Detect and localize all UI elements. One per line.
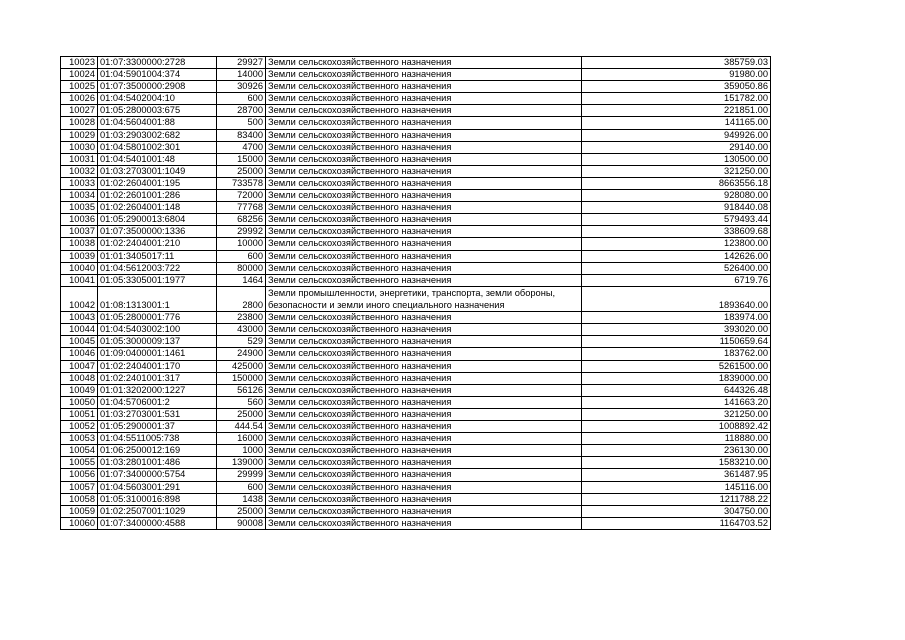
area-cell: 56126 [217, 384, 266, 396]
row-id-cell: 10036 [61, 214, 98, 226]
cadastral-number-cell: 01:09:0400001:1461 [98, 348, 217, 360]
cadastral-number-cell: 01:06:2500012:169 [98, 445, 217, 457]
table-row [61, 117, 771, 129]
land-category-cell: Земли сельскохозяйственного назначения [266, 129, 582, 141]
cadastral-number-cell: 01:05:2800001:776 [98, 312, 217, 324]
cadastral-value-cell: 221851.00 [582, 105, 771, 117]
cadastral-number-cell: 01:03:2703001:1049 [98, 165, 217, 177]
row-id-cell: 10042 [61, 286, 98, 311]
table-row [61, 505, 771, 517]
land-category-cell: Земли сельскохозяйственного назначения [266, 214, 582, 226]
row-id-cell: 10028 [61, 117, 98, 129]
land-category-cell: Земли сельскохозяйственного назначения [266, 408, 582, 420]
cadastral-value-cell: 644326.48 [582, 384, 771, 396]
area-cell: 90008 [217, 517, 266, 529]
land-parcels-table [60, 56, 771, 530]
cadastral-number-cell: 01:07:3500000:1336 [98, 226, 217, 238]
table-row [61, 324, 771, 336]
land-category-cell: Земли сельскохозяйственного назначения [266, 69, 582, 81]
table-row [61, 81, 771, 93]
row-id-cell: 10029 [61, 129, 98, 141]
table-row [61, 481, 771, 493]
cadastral-value-cell: 1008892.42 [582, 421, 771, 433]
cadastral-number-cell: 01:01:3405017:11 [98, 250, 217, 262]
cadastral-value-cell: 141165.00 [582, 117, 771, 129]
table-row [61, 129, 771, 141]
land-category-cell: Земли сельскохозяйственного назначения [266, 396, 582, 408]
land-category-cell: Земли сельскохозяйственного назначения [266, 262, 582, 274]
cadastral-number-cell: 01:05:3000009:137 [98, 336, 217, 348]
cadastral-value-cell: 304750.00 [582, 505, 771, 517]
table-row [61, 348, 771, 360]
row-id-cell: 10043 [61, 312, 98, 324]
land-category-cell: Земли промышленности, энергетики, транспорта, земли обороны, безопасности и земли иного специального назначения [266, 286, 582, 311]
land-category-cell: Земли сельскохозяйственного назначения [266, 324, 582, 336]
cadastral-value-cell: 361487.95 [582, 469, 771, 481]
cadastral-number-cell: 01:04:5402004:10 [98, 93, 217, 105]
land-category-cell: Земли сельскохозяйственного назначения [266, 384, 582, 396]
cadastral-number-cell: 01:03:2903002:682 [98, 129, 217, 141]
area-cell: 30926 [217, 81, 266, 93]
table-row [61, 226, 771, 238]
cadastral-number-cell: 01:07:3400000:5754 [98, 469, 217, 481]
cadastral-value-cell: 393020.00 [582, 324, 771, 336]
row-id-cell: 10048 [61, 372, 98, 384]
cadastral-number-cell: 01:04:5401001:48 [98, 153, 217, 165]
table-row [61, 517, 771, 529]
row-id-cell: 10046 [61, 348, 98, 360]
row-id-cell: 10041 [61, 274, 98, 286]
cadastral-value-cell: 183762.00 [582, 348, 771, 360]
land-category-cell: Земли сельскохозяйственного назначения [266, 433, 582, 445]
row-id-cell: 10039 [61, 250, 98, 262]
area-cell: 425000 [217, 360, 266, 372]
land-category-cell: Земли сельскохозяйственного назначения [266, 57, 582, 69]
area-cell: 83400 [217, 129, 266, 141]
area-cell: 25000 [217, 505, 266, 517]
cadastral-value-cell: 5261500.00 [582, 360, 771, 372]
area-cell: 23800 [217, 312, 266, 324]
table-row [61, 469, 771, 481]
area-cell: 2800 [217, 286, 266, 311]
land-category-cell: Земли сельскохозяйственного назначения [266, 141, 582, 153]
cadastral-value-cell: 526400.00 [582, 262, 771, 274]
land-category-cell: Земли сельскохозяйственного назначения [266, 226, 582, 238]
area-cell: 29999 [217, 469, 266, 481]
row-id-cell: 10053 [61, 433, 98, 445]
area-cell: 28700 [217, 105, 266, 117]
row-id-cell: 10027 [61, 105, 98, 117]
table-row [61, 457, 771, 469]
table-row [61, 238, 771, 250]
cadastral-number-cell: 01:08:1313001:1 [98, 286, 217, 311]
table-row [61, 165, 771, 177]
area-cell: 139000 [217, 457, 266, 469]
row-id-cell: 10024 [61, 69, 98, 81]
cadastral-number-cell: 01:04:5403002:100 [98, 324, 217, 336]
land-category-cell: Земли сельскохозяйственного назначения [266, 457, 582, 469]
row-id-cell: 10040 [61, 262, 98, 274]
cadastral-number-cell: 01:02:2507001:1029 [98, 505, 217, 517]
area-cell: 1000 [217, 445, 266, 457]
land-category-cell: Земли сельскохозяйственного назначения [266, 93, 582, 105]
area-cell: 25000 [217, 408, 266, 420]
cadastral-value-cell: 579493.44 [582, 214, 771, 226]
row-id-cell: 10058 [61, 493, 98, 505]
area-cell: 500 [217, 117, 266, 129]
land-category-cell: Земли сельскохозяйственного назначения [266, 336, 582, 348]
cadastral-value-cell: 359050.86 [582, 81, 771, 93]
table-row [61, 396, 771, 408]
table-row [61, 408, 771, 420]
row-id-cell: 10055 [61, 457, 98, 469]
row-id-cell: 10054 [61, 445, 98, 457]
row-id-cell: 10037 [61, 226, 98, 238]
row-id-cell: 10023 [61, 57, 98, 69]
area-cell: 43000 [217, 324, 266, 336]
table-row [61, 177, 771, 189]
cadastral-value-cell: 321250.00 [582, 165, 771, 177]
cadastral-value-cell: 321250.00 [582, 408, 771, 420]
row-id-cell: 10049 [61, 384, 98, 396]
cadastral-value-cell: 1150659.64 [582, 336, 771, 348]
cadastral-value-cell: 145116.00 [582, 481, 771, 493]
land-category-cell: Земли сельскохозяйственного назначения [266, 372, 582, 384]
cadastral-number-cell: 01:02:2404001:210 [98, 238, 217, 250]
cadastral-value-cell: 118880.00 [582, 433, 771, 445]
cadastral-value-cell: 928080.00 [582, 190, 771, 202]
cadastral-value-cell: 8663556.18 [582, 177, 771, 189]
area-cell: 16000 [217, 433, 266, 445]
cadastral-value-cell: 1583210.00 [582, 457, 771, 469]
row-id-cell: 10044 [61, 324, 98, 336]
area-cell: 444.54 [217, 421, 266, 433]
land-category-cell: Земли сельскохозяйственного назначения [266, 505, 582, 517]
row-id-cell: 10035 [61, 202, 98, 214]
land-category-cell: Земли сельскохозяйственного назначения [266, 105, 582, 117]
cadastral-number-cell: 01:02:2404001:170 [98, 360, 217, 372]
table-row [61, 312, 771, 324]
table-row [61, 57, 771, 69]
area-cell: 600 [217, 250, 266, 262]
table-row [61, 202, 771, 214]
table-row [61, 384, 771, 396]
cadastral-number-cell: 01:02:2604001:195 [98, 177, 217, 189]
table-row [61, 286, 771, 311]
land-category-cell: Земли сельскохозяйственного назначения [266, 153, 582, 165]
row-id-cell: 10034 [61, 190, 98, 202]
cadastral-value-cell: 1839000.00 [582, 372, 771, 384]
cadastral-number-cell: 01:05:2900001:37 [98, 421, 217, 433]
area-cell: 14000 [217, 69, 266, 81]
row-id-cell: 10050 [61, 396, 98, 408]
cadastral-number-cell: 01:04:5604001:88 [98, 117, 217, 129]
cadastral-value-cell: 151782.00 [582, 93, 771, 105]
cadastral-value-cell: 142626.00 [582, 250, 771, 262]
cadastral-number-cell: 01:07:3500000:2908 [98, 81, 217, 93]
cadastral-value-cell: 1893640.00 [582, 286, 771, 311]
land-category-cell: Земли сельскохозяйственного назначения [266, 469, 582, 481]
cadastral-number-cell: 01:02:2604001:148 [98, 202, 217, 214]
cadastral-value-cell: 123800.00 [582, 238, 771, 250]
land-category-cell: Земли сельскохозяйственного назначения [266, 360, 582, 372]
area-cell: 68256 [217, 214, 266, 226]
row-id-cell: 10038 [61, 238, 98, 250]
table-row [61, 433, 771, 445]
land-category-cell: Земли сельскохозяйственного назначения [266, 348, 582, 360]
land-category-cell: Земли сельскохозяйственного назначения [266, 493, 582, 505]
land-category-cell: Земли сельскохозяйственного назначения [266, 165, 582, 177]
table-row [61, 214, 771, 226]
row-id-cell: 10051 [61, 408, 98, 420]
cadastral-number-cell: 01:07:3300000:2728 [98, 57, 217, 69]
table-row [61, 274, 771, 286]
cadastral-number-cell: 01:01:3202000:1227 [98, 384, 217, 396]
row-id-cell: 10060 [61, 517, 98, 529]
land-category-cell: Земли сельскохозяйственного назначения [266, 238, 582, 250]
land-category-cell: Земли сельскохозяйственного назначения [266, 312, 582, 324]
row-id-cell: 10057 [61, 481, 98, 493]
cadastral-number-cell: 01:04:5511005:738 [98, 433, 217, 445]
row-id-cell: 10033 [61, 177, 98, 189]
area-cell: 29992 [217, 226, 266, 238]
row-id-cell: 10030 [61, 141, 98, 153]
cadastral-number-cell: 01:05:2900013:6804 [98, 214, 217, 226]
table-row [61, 105, 771, 117]
area-cell: 25000 [217, 165, 266, 177]
cadastral-number-cell: 01:02:2601001:286 [98, 190, 217, 202]
land-category-cell: Земли сельскохозяйственного назначения [266, 202, 582, 214]
land-category-cell: Земли сельскохозяйственного назначения [266, 81, 582, 93]
row-id-cell: 10031 [61, 153, 98, 165]
area-cell: 29927 [217, 57, 266, 69]
cadastral-value-cell: 1164703.52 [582, 517, 771, 529]
area-cell: 529 [217, 336, 266, 348]
cadastral-value-cell: 29140.00 [582, 141, 771, 153]
table-row [61, 493, 771, 505]
cadastral-number-cell: 01:04:5603001:291 [98, 481, 217, 493]
table-row [61, 262, 771, 274]
cadastral-value-cell: 918440.08 [582, 202, 771, 214]
row-id-cell: 10032 [61, 165, 98, 177]
land-category-cell: Земли сельскохозяйственного назначения [266, 517, 582, 529]
cadastral-value-cell: 236130.00 [582, 445, 771, 457]
table-row [61, 421, 771, 433]
cadastral-value-cell: 141663.20 [582, 396, 771, 408]
cadastral-value-cell: 949926.00 [582, 129, 771, 141]
row-id-cell: 10052 [61, 421, 98, 433]
table-row [61, 445, 771, 457]
cadastral-number-cell: 01:04:5901004:374 [98, 69, 217, 81]
area-cell: 15000 [217, 153, 266, 165]
table-row [61, 190, 771, 202]
table-row [61, 153, 771, 165]
cadastral-number-cell: 01:04:5612003:722 [98, 262, 217, 274]
area-cell: 72000 [217, 190, 266, 202]
area-cell: 560 [217, 396, 266, 408]
cadastral-number-cell: 01:05:3305001:1977 [98, 274, 217, 286]
cadastral-number-cell: 01:05:3100016:898 [98, 493, 217, 505]
row-id-cell: 10056 [61, 469, 98, 481]
cadastral-number-cell: 01:03:2703001:531 [98, 408, 217, 420]
area-cell: 80000 [217, 262, 266, 274]
land-category-cell: Земли сельскохозяйственного назначения [266, 274, 582, 286]
cadastral-value-cell: 1211788.22 [582, 493, 771, 505]
area-cell: 600 [217, 481, 266, 493]
table-row [61, 250, 771, 262]
area-cell: 600 [217, 93, 266, 105]
row-id-cell: 10059 [61, 505, 98, 517]
table-row [61, 372, 771, 384]
cadastral-value-cell: 91980.00 [582, 69, 771, 81]
land-category-cell: Земли сельскохозяйственного назначения [266, 250, 582, 262]
area-cell: 1464 [217, 274, 266, 286]
area-cell: 10000 [217, 238, 266, 250]
area-cell: 4700 [217, 141, 266, 153]
table-row [61, 141, 771, 153]
land-category-cell: Земли сельскохозяйственного назначения [266, 421, 582, 433]
row-id-cell: 10045 [61, 336, 98, 348]
cadastral-number-cell: 01:05:2800003:675 [98, 105, 217, 117]
cadastral-number-cell: 01:02:2401001:317 [98, 372, 217, 384]
cadastral-number-cell: 01:07:3400000:4588 [98, 517, 217, 529]
table-body [61, 57, 771, 530]
cadastral-number-cell: 01:04:5801002:301 [98, 141, 217, 153]
cadastral-number-cell: 01:03:2801001:486 [98, 457, 217, 469]
land-category-cell: Земли сельскохозяйственного назначения [266, 177, 582, 189]
table-row [61, 360, 771, 372]
table-row [61, 69, 771, 81]
area-cell: 77768 [217, 202, 266, 214]
cadastral-value-cell: 130500.00 [582, 153, 771, 165]
cadastral-value-cell: 385759.03 [582, 57, 771, 69]
cadastral-value-cell: 183974.00 [582, 312, 771, 324]
table-row [61, 93, 771, 105]
area-cell: 1438 [217, 493, 266, 505]
area-cell: 733578 [217, 177, 266, 189]
land-category-cell: Земли сельскохозяйственного назначения [266, 117, 582, 129]
land-category-cell: Земли сельскохозяйственного назначения [266, 190, 582, 202]
cadastral-value-cell: 6719.76 [582, 274, 771, 286]
row-id-cell: 10026 [61, 93, 98, 105]
land-category-cell: Земли сельскохозяйственного назначения [266, 481, 582, 493]
land-category-cell: Земли сельскохозяйственного назначения [266, 445, 582, 457]
row-id-cell: 10047 [61, 360, 98, 372]
cadastral-number-cell: 01:04:5706001:2 [98, 396, 217, 408]
area-cell: 24900 [217, 348, 266, 360]
row-id-cell: 10025 [61, 81, 98, 93]
table-row [61, 336, 771, 348]
area-cell: 150000 [217, 372, 266, 384]
cadastral-value-cell: 338609.68 [582, 226, 771, 238]
